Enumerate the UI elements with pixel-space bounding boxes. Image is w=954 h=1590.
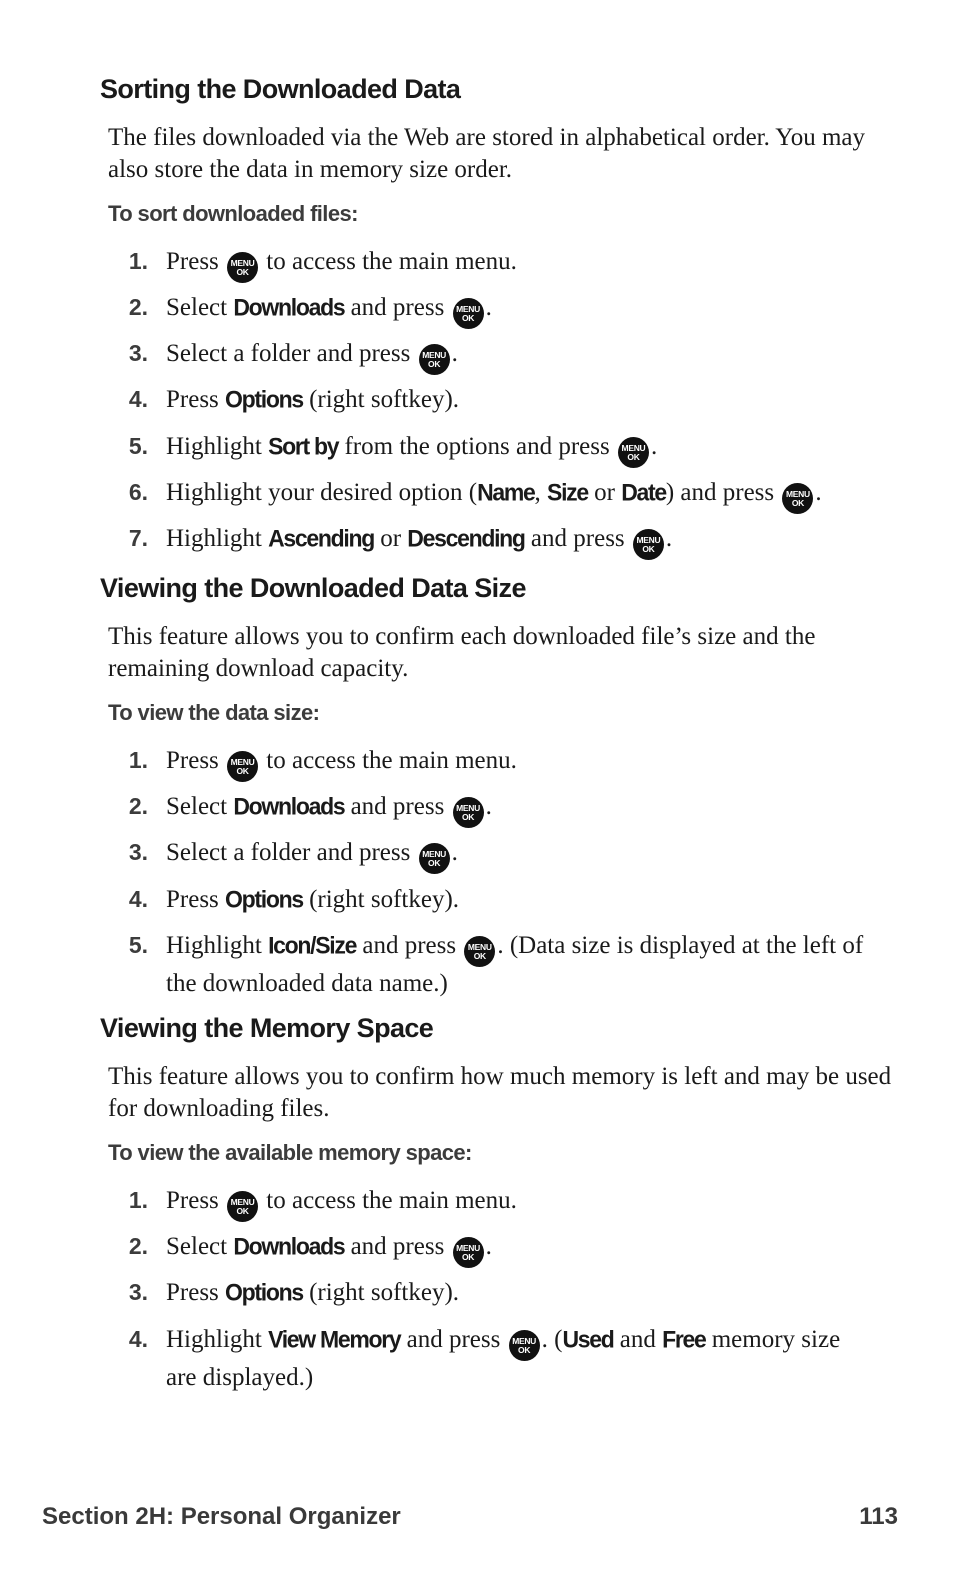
procedure-heading: To sort downloaded files: [108,201,358,226]
step-text: Press MENU OK to access the main menu. [166,744,866,782]
step-number: 3. [128,1279,148,1305]
menu-option: Downloads [233,1232,345,1260]
menu-ok-key-icon: MENU OK [633,529,664,560]
footer-section-label: Section 2H: Personal Organizer [42,1503,401,1530]
section-intro: The files downloaded via the Web are stored in alphabetical order. You may also store the data in memory size order. [108,124,866,183]
step-number: 3. [128,839,148,865]
menu-ok-key-icon: MENU OK [419,344,450,375]
step-text: Select a folder and press MENU OK . [166,836,866,874]
page-number: 113 [859,1503,898,1530]
step-number: 5. [128,932,148,958]
menu-option: Downloads [233,293,345,321]
step-text: Highlight View Memory and press MENU OK . (Used and Free memory size are displayed.) [166,1323,866,1394]
menu-option: Size [547,478,588,506]
menu-option: Name [477,478,535,506]
step-text: Select Downloads and press MENU OK . [166,790,866,828]
menu-option: Used [562,1325,614,1353]
step-number: 1. [128,1187,148,1213]
step-number: 1. [128,248,148,274]
menu-option: Sort by [268,432,339,460]
menu-ok-key-icon: MENU OK [453,298,484,329]
step-text: Highlight Sort by from the options and press MENU OK . [166,430,866,468]
section-title: Viewing the Memory Space [100,1013,434,1043]
step-text: Press MENU OK to access the main menu. [166,1184,866,1222]
step-text: Highlight Ascending or Descending and press MENU OK . [166,522,866,560]
step-text: Press Options (right softkey). [166,1276,866,1309]
step-text: Select a folder and press MENU OK . [166,337,866,375]
menu-ok-key-icon: MENU OK [464,936,495,967]
menu-option: Options [225,885,303,913]
procedure-heading: To view the available memory space: [108,1140,472,1165]
step-text: Select Downloads and press MENU OK . [166,1230,866,1268]
step-text: Press Options (right softkey). [166,883,866,916]
step-number: 3. [128,340,148,366]
menu-ok-key-icon: MENU OK [227,252,258,283]
step-number: 4. [128,886,148,912]
step-number: 6. [128,479,148,505]
step-text: Press Options (right softkey). [166,383,866,416]
menu-option: Date [621,478,666,506]
menu-ok-key-icon: MENU OK [453,797,484,828]
step-number: 4. [128,386,148,412]
procedure-heading: To view the data size: [108,700,320,725]
menu-option: Ascending [268,524,374,552]
menu-option: Icon/Size [268,931,357,959]
menu-option: Options [225,1278,303,1306]
menu-ok-key-icon: MENU OK [227,751,258,782]
step-number: 5. [128,433,148,459]
step-text: Select Downloads and press MENU OK . [166,291,866,329]
menu-ok-key-icon: MENU OK [618,437,649,468]
menu-ok-key-icon: MENU OK [227,1191,258,1222]
menu-ok-key-icon: MENU OK [419,843,450,874]
menu-option: Free [662,1325,706,1353]
section-title: Viewing the Downloaded Data Size [100,573,526,603]
step-number: 7. [128,525,148,551]
menu-option: Options [225,385,303,413]
step-text: Highlight your desired option (Name, Size or Date) and press MENU OK . [166,476,906,514]
menu-ok-key-icon: MENU OK [509,1330,540,1361]
menu-option: Descending [407,524,525,552]
section-intro: This feature allows you to confirm each downloaded file’s size and the remaining download capacity. [108,623,816,682]
menu-ok-key-icon: MENU OK [453,1237,484,1268]
step-number: 4. [128,1326,148,1352]
menu-option: View Memory [268,1325,401,1353]
step-number: 2. [128,294,148,320]
step-text: Highlight Icon/Size and press MENU OK . (Data size is displayed at the left of the downloaded data name.) [166,929,866,1000]
step-number: 2. [128,1233,148,1259]
step-text: Press MENU OK to access the main menu. [166,245,866,283]
menu-option: Downloads [233,792,345,820]
section-title: Sorting the Downloaded Data [100,74,461,104]
section-intro: This feature allows you to confirm how much memory is left and may be used for downloading files. [108,1063,892,1122]
step-number: 2. [128,793,148,819]
menu-ok-key-icon: MENU OK [782,483,813,514]
step-number: 1. [128,747,148,773]
